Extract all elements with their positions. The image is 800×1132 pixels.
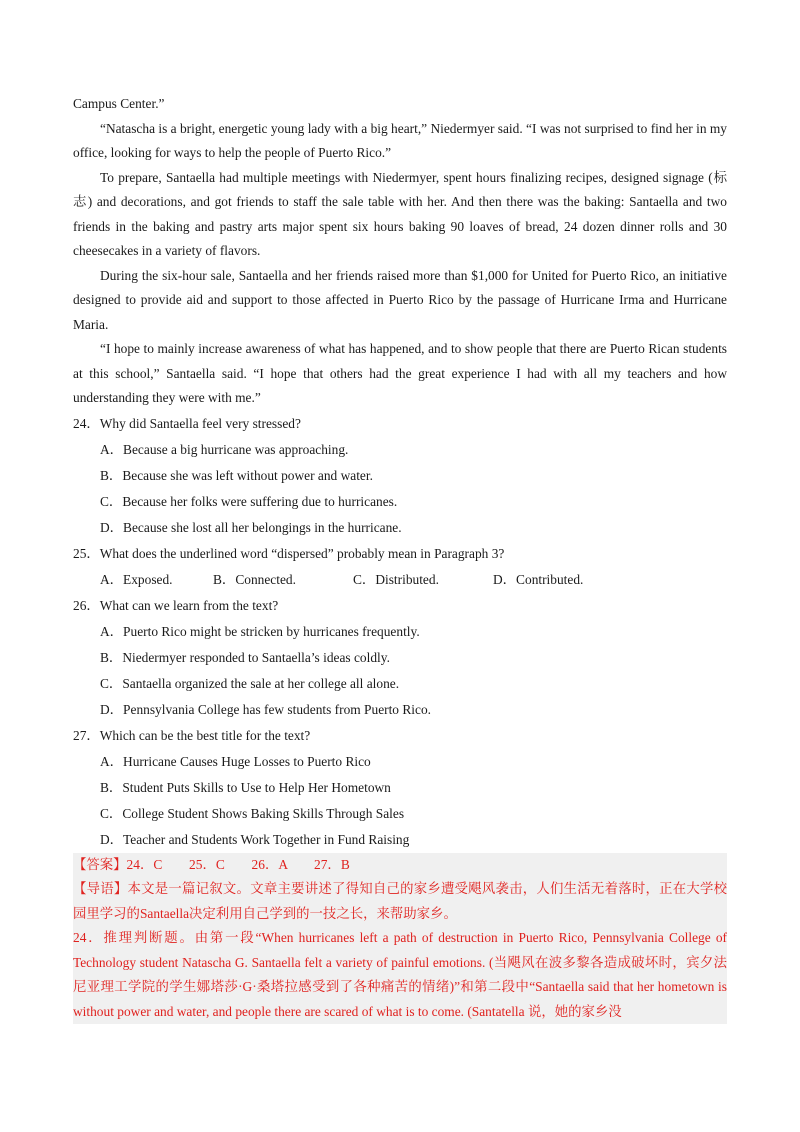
question-26 bbox=[73, 593, 727, 723]
option-d: D．Because she lost all her belongings in the hurricane. bbox=[100, 519, 402, 535]
passage bbox=[73, 92, 727, 411]
passage-paragraph: To prepare, Santaella had multiple meetings with Niedermyer, spent hours finalizing recipes, designed signage (标志) and decorations, and got friends to staff the sale table with her. And then there was the baking: Santaella and two friends in the baking and pastry arts major spent six hours baking 90 loaves of bread, 24 dozen dinner rolls and 30 cheesecakes in a variety of flavors. bbox=[73, 169, 727, 258]
answer-key: 【答案】24．C 25．C 26．A 27．B bbox=[73, 856, 350, 872]
answer-explanation-24: 24．推理判断题。由第一段“When hurricanes left a path of destruction in Puerto Rico, Pennsylvania College of Technology student Natascha G. Santaella felt a variety of painful emotions. (当飓风在波多黎各造成破坏时，宾夕法尼亚理工学院的学生娜塔莎·G·桑塔拉感受到了各种痛苦的情绪)”和第二段中“Santaella said that her hometown is without power and water, and people there are scared of what is to come. (Santatella 说，她的家乡没 bbox=[73, 930, 727, 1019]
option-a: A．Puerto Rico might be stricken by hurricanes frequently. bbox=[100, 623, 420, 639]
answer-intro: 【导语】本文是一篇记叙文。文章主要讲述了得知自己的家乡遭受飓风袭击，人们生活无着落时，正在大学校园里学习的Santaella决定利用自己学到的一技之长，来帮助家乡。 bbox=[73, 881, 727, 921]
options-row bbox=[73, 567, 727, 593]
option-c: C．Santaella organized the sale at her college all alone. bbox=[100, 675, 400, 691]
option-b: B．Connected. bbox=[213, 571, 296, 587]
option-d: D．Contributed. bbox=[493, 571, 584, 587]
passage-paragraph: “Natascha is a bright, energetic young lady with a big heart,” Niedermyer said. “I was not surprised to find her in my office, looking for ways to help the people of Puerto Rico.” bbox=[73, 120, 727, 160]
question-stem: 24．Why did Santaella feel very stressed? bbox=[73, 415, 301, 431]
document-body bbox=[73, 92, 727, 1024]
option-d: D．Teacher and Students Work Together in Fund Raising bbox=[100, 831, 410, 847]
passage-paragraph: Campus Center.” bbox=[73, 96, 165, 111]
question-stem: 26．What can we learn from the text? bbox=[73, 597, 279, 613]
option-b: B．Niedermyer responded to Santaella’s ideas coldly. bbox=[100, 649, 390, 665]
option-c: C．Because her folks were suffering due to hurricanes. bbox=[100, 493, 398, 509]
option-b: B．Student Puts Skills to Use to Help Her Hometown bbox=[100, 779, 391, 795]
answer-explanation bbox=[73, 853, 727, 1025]
question-27 bbox=[73, 723, 727, 853]
option-c: C．Distributed. bbox=[353, 571, 439, 587]
passage-paragraph: During the six-hour sale, Santaella and her friends raised more than $1,000 for United for Puerto Rico, an initiative designed to provide aid and support to those affected in Puerto Rico by the passage of Hurricane Irma and Hurricane Maria. bbox=[73, 267, 727, 332]
question-stem: 25．What does the underlined word “dispersed” probably mean in Paragraph 3? bbox=[73, 545, 505, 561]
option-a: A．Because a big hurricane was approaching. bbox=[100, 441, 349, 457]
option-b: B．Because she was left without power and water. bbox=[100, 467, 373, 483]
question-stem: 27．Which can be the best title for the text? bbox=[73, 727, 311, 743]
option-c: C．College Student Shows Baking Skills Through Sales bbox=[100, 805, 405, 821]
option-a: A．Exposed. bbox=[100, 571, 173, 587]
option-d: D．Pennsylvania College has few students from Puerto Rico. bbox=[100, 701, 431, 717]
option-a: A．Hurricane Causes Huge Losses to Puerto Rico bbox=[100, 753, 371, 769]
question-25 bbox=[73, 541, 727, 593]
passage-paragraph: “I hope to mainly increase awareness of what has happened, and to show people that there are Puerto Rican students at this school,” Santaella said. “I hope that others had the great experience I had with all my teachers and how understanding they were with me.” bbox=[73, 341, 727, 405]
question-24 bbox=[73, 411, 727, 541]
